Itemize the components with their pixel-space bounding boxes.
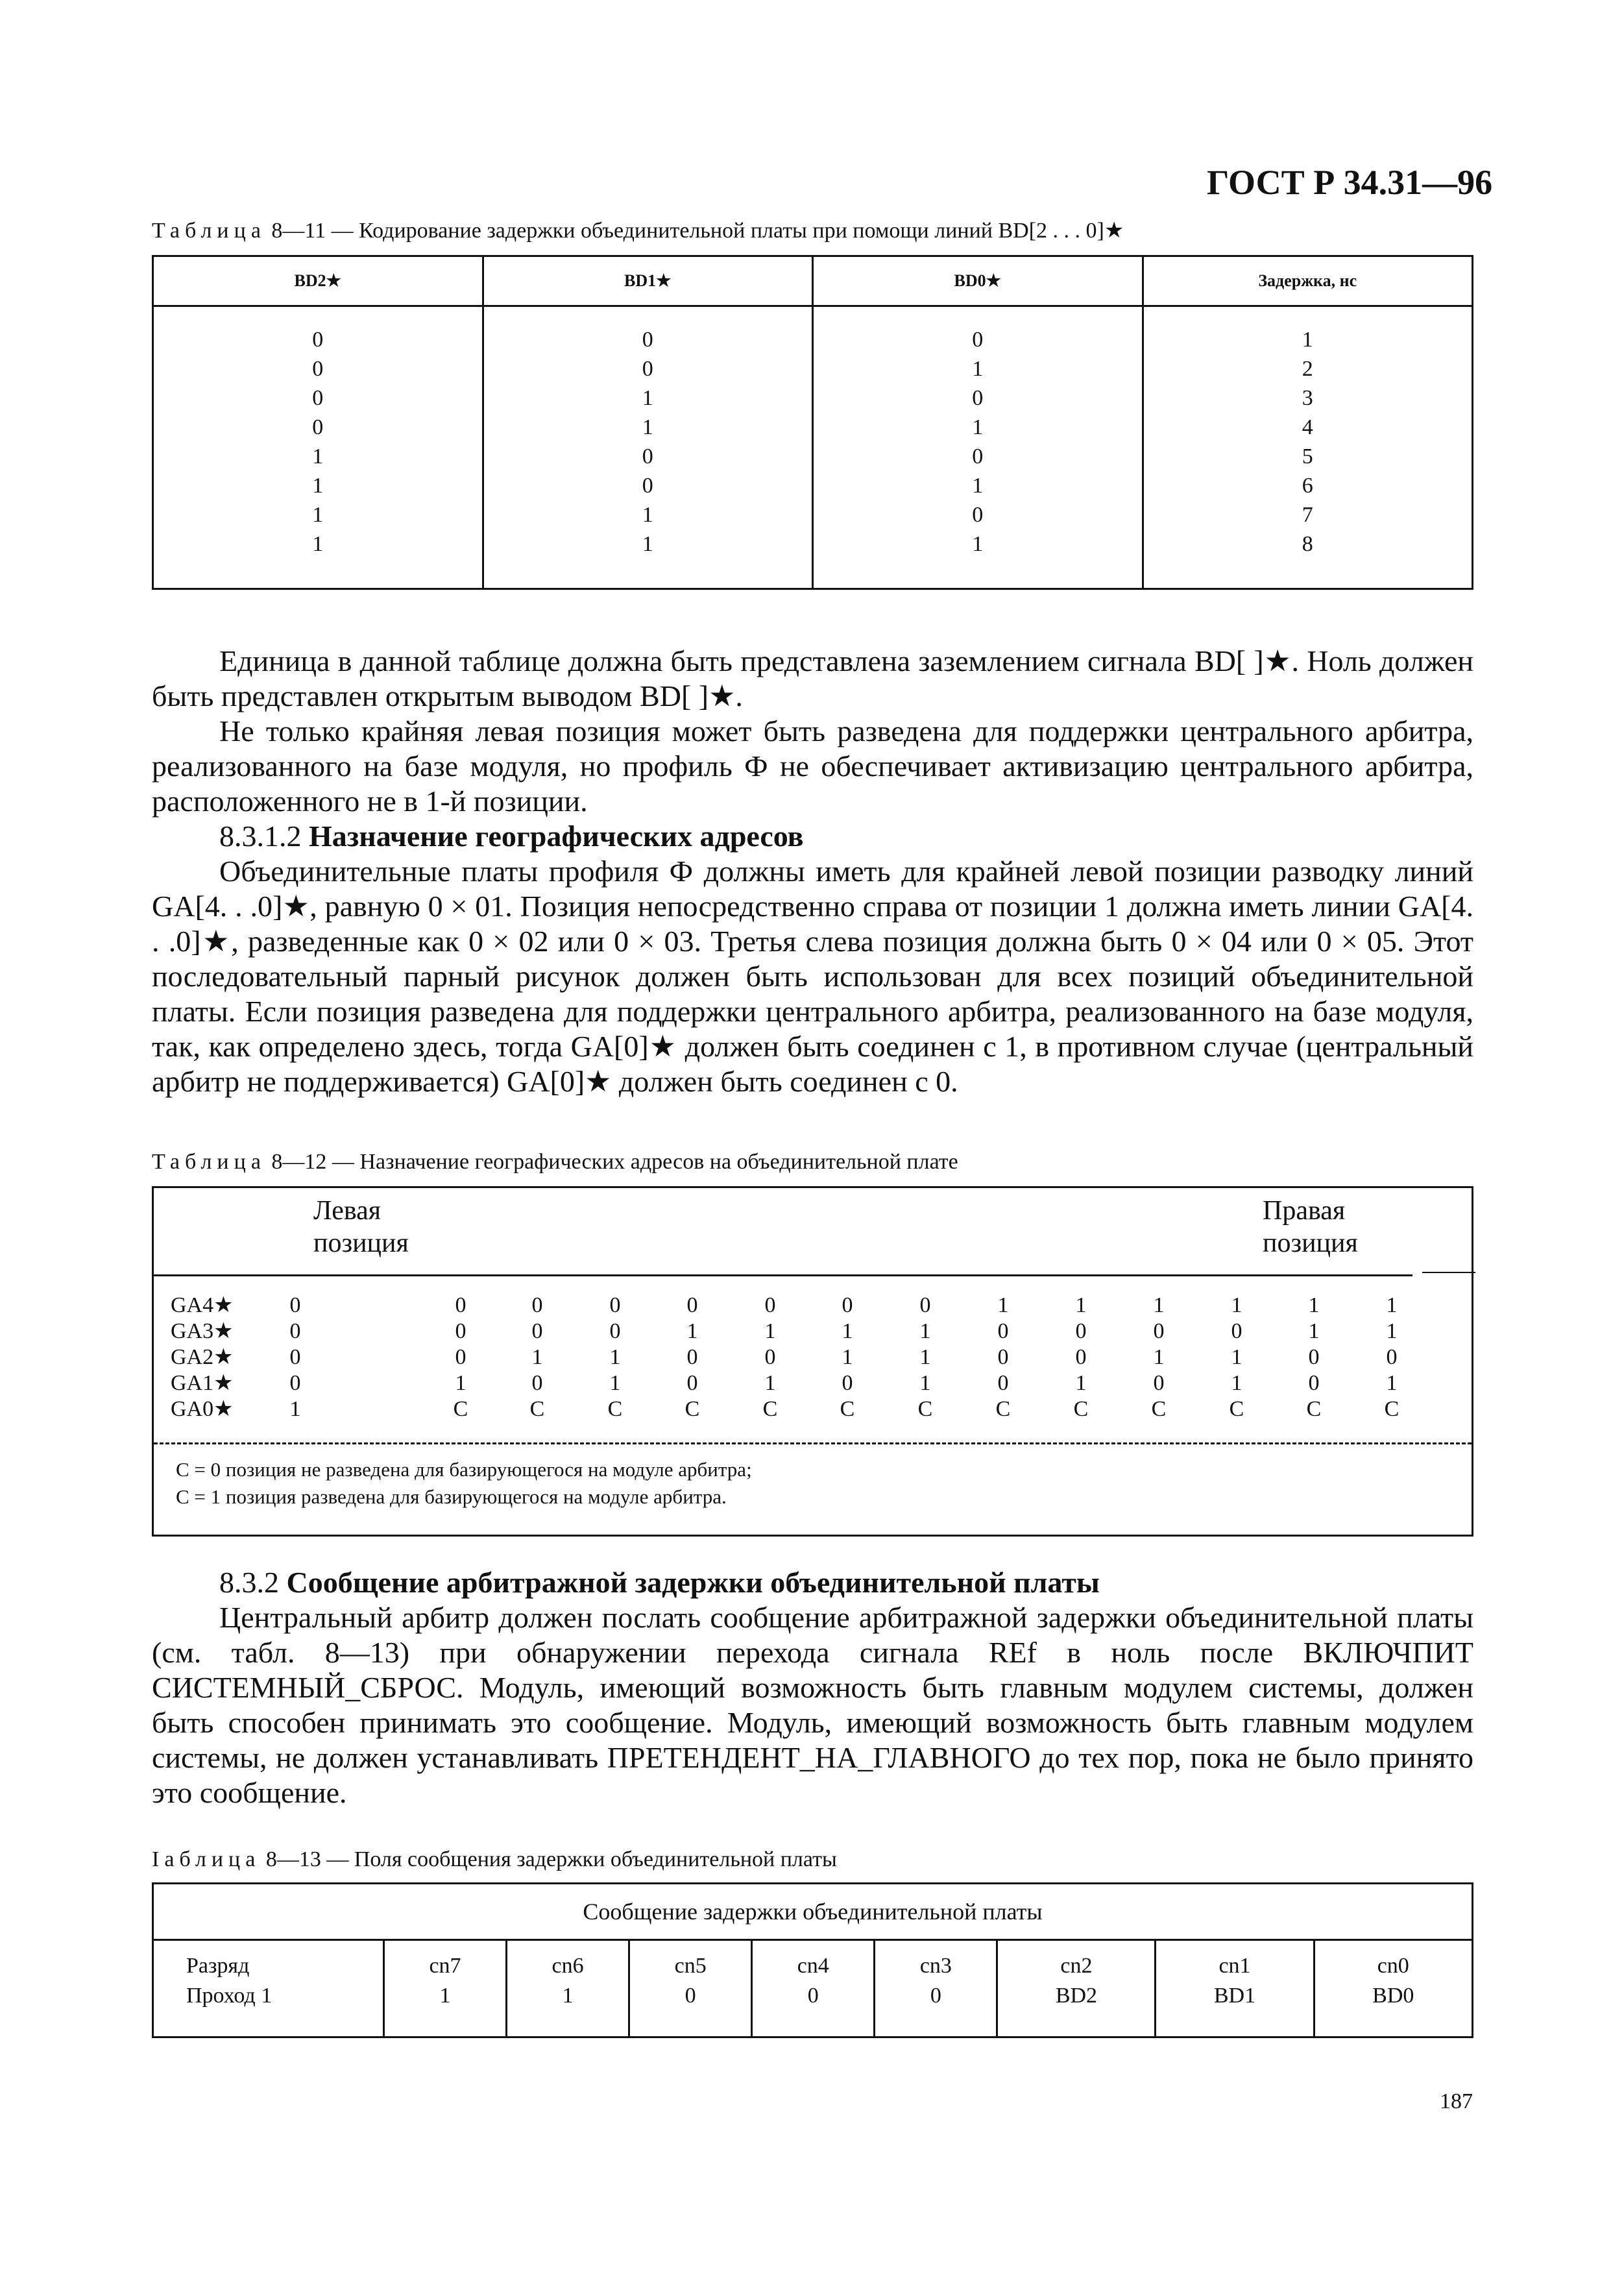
ga-cell: 0	[919, 1293, 931, 1317]
table-cell: 0	[642, 474, 653, 498]
ga-cell: C	[607, 1397, 623, 1421]
ga-cell: 1	[919, 1345, 931, 1369]
ga-cell: 0	[289, 1319, 301, 1343]
ga-cell: 1	[531, 1345, 543, 1369]
bit-name: cn5	[674, 1954, 707, 1978]
table-cell: 0	[312, 328, 324, 352]
header-divider-tail	[1422, 1272, 1475, 1273]
paragraph: Не только крайняя левая позиция может быть разведена для поддержки центрального арбитра, реализованного на базе модуля, но профиль Ф не обеспечивает активизацию центрального арбитра, расположенного не в 1-й позиции.	[152, 714, 1473, 818]
ga-cell: C	[1073, 1397, 1089, 1421]
body-text-2	[152, 1565, 1473, 1810]
bit-cell-cn5	[629, 1940, 752, 2037]
table-header-bd2: BD2★	[153, 256, 483, 306]
bit-name: cn7	[429, 1954, 461, 1978]
table-8-11-caption	[152, 217, 1124, 243]
table-cell: 1	[972, 357, 984, 381]
table-header-bd0: BD0★	[813, 256, 1143, 306]
table-header-delay: Задержка, нс	[1143, 256, 1473, 306]
page-header: ГОСТ Р 34.31—96	[1207, 163, 1493, 202]
ga-cell: C	[917, 1397, 933, 1421]
table-column-bd1	[483, 306, 813, 589]
section-heading	[152, 1565, 1473, 1600]
table-8-12	[152, 1186, 1473, 1537]
ga-cell: 0	[686, 1293, 698, 1317]
ga-cell: C	[453, 1397, 468, 1421]
bit-value: BD2	[1055, 1984, 1098, 2008]
bit-name: cn2	[1060, 1954, 1093, 1978]
caption-text: 8—12 — Назначение географических адресов на объединительной плате	[271, 1150, 958, 1174]
ga-cell: 1	[1386, 1293, 1398, 1317]
ga-cell: C	[840, 1397, 855, 1421]
table-8-11	[152, 255, 1473, 590]
table-cell: 0	[642, 444, 653, 468]
bit-cell-cn3	[875, 1940, 997, 2037]
table-cell: 7	[1302, 503, 1313, 527]
caption-text: 8—11 — Кодирование задержки объединительной платы при помощи линий BD[2 . . . 0]★	[271, 219, 1124, 243]
table-8-13	[152, 1882, 1473, 2038]
ga-cell: 0	[997, 1371, 1009, 1395]
paragraph: Объединительные платы профиля Ф должны иметь для крайней левой позиции разводку линий GA[4. . .0]★, равную 0 × 01. Позиция непосредственно справа от позиции 1 должна иметь линии GA[4. . .0]★, разведенные как 0 × 02 или 0 × 03. Третья слева позиция должна быть 0 × 04 или 0 × 05. Этот последовательный парный рисунок должен быть использован для всех позиций объединительной платы. Если позиция разведена для поддержки центрального арбитра, реализованного на базе модуля, так, как определено здесь, тогда GA[0]★ должен быть соединен с 1, в противном случае (центральный арбитр не поддерживается) GA[0]★ должен быть соединен с 0.	[152, 855, 1473, 1098]
ga-cell: C	[1306, 1397, 1322, 1421]
table-cell: 4	[1302, 415, 1313, 439]
table-cell: 1	[642, 532, 653, 556]
table-cell: 1	[1302, 328, 1313, 352]
row-label-pass: Проход 1	[186, 1984, 273, 2008]
ga-cell: 1	[1231, 1293, 1242, 1317]
paragraph: Центральный арбитр должен послать сообщение арбитражной задержки объединительной платы (см. табл. 8—13) при обнаружении перехода сигнала REf в ноль после ВКЛЮЧПИТ СИСТЕМНЫЙ_СБРОС. Модуль, имеющий возможность быть главным модулем системы, должен быть способен принимать это сообщение. Модуль, имеющий возможность быть главным модулем системы, не должен устанавливать ПРЕТЕНДЕНТ_НА_ГЛАВНОГО до тех пор, пока не было принято это сообщение.	[152, 1601, 1473, 1809]
left-position-line1: Левая	[313, 1196, 382, 1226]
header-divider	[154, 1274, 1412, 1276]
ga-cell: 1	[919, 1319, 931, 1343]
ga-cell: 0	[609, 1293, 621, 1317]
bit-cell-cn4	[752, 1940, 875, 2037]
table-cell: 0	[312, 415, 324, 439]
ga-cell: 1	[919, 1371, 931, 1395]
bit-cell-cn0	[1314, 1940, 1472, 2037]
ga-cell: C	[995, 1397, 1011, 1421]
table-cell: 1	[642, 415, 653, 439]
table-title-cell: Сообщение задержки объединительной платы	[153, 1884, 1473, 1940]
bit-cell-cn7	[383, 1940, 506, 2037]
ga-cell: 1	[455, 1371, 467, 1395]
table-8-12-caption	[152, 1150, 958, 1174]
section-title: Назначение географических адресов	[309, 820, 804, 853]
body-text-1	[152, 644, 1473, 1099]
ga-cell: 0	[997, 1319, 1009, 1343]
table-note-1: C = 0 позиция не разведена для базирующегося на модуле арбитра;	[176, 1458, 752, 1481]
table-cell: 1	[972, 415, 984, 439]
ga-cell: 1	[764, 1319, 776, 1343]
ga-cell: 1	[1075, 1293, 1087, 1317]
table-cell: 0	[642, 357, 653, 381]
ga-cell: C	[529, 1397, 545, 1421]
table-column-delay	[1143, 306, 1473, 589]
bit-value: 1	[439, 1984, 451, 2008]
table-cell: 1	[312, 532, 324, 556]
table-cell: 0	[972, 503, 984, 527]
ga-cell: C	[685, 1397, 700, 1421]
table-cell: 2	[1302, 357, 1313, 381]
ga-cell: 1	[1308, 1293, 1320, 1317]
ga-cell: 1	[1386, 1319, 1398, 1343]
ga-cell: 1	[1075, 1371, 1087, 1395]
ga-cell: 0	[842, 1371, 853, 1395]
bit-value: 1	[562, 1984, 574, 2008]
table-header-bd1: BD1★	[483, 256, 813, 306]
table-note-2: C = 1 позиция разведена для базирующегося на модуле арбитра.	[176, 1485, 727, 1508]
right-position-line1: Правая	[1263, 1196, 1346, 1226]
ga-cell: 1	[1231, 1371, 1242, 1395]
ga-cell: 0	[289, 1345, 301, 1369]
bit-name: cn6	[551, 1954, 584, 1978]
section-title: Сообщение арбитражной задержки объединительной платы	[286, 1566, 1100, 1599]
bit-value: 0	[685, 1984, 696, 2008]
ga-cell: 0	[1075, 1345, 1087, 1369]
table-column-bd0	[813, 306, 1143, 589]
ga-cell: 1	[842, 1319, 853, 1343]
section-heading	[152, 819, 1473, 854]
row-label-cell	[153, 1940, 384, 2037]
ga-row-label: GA3★	[171, 1319, 234, 1343]
section-number: 8.3.1.2	[219, 820, 302, 853]
bit-value: BD0	[1372, 1984, 1414, 2008]
bit-name: cn4	[797, 1954, 829, 1978]
bit-cell-cn6	[507, 1940, 629, 2037]
ga-cell: 1	[1153, 1293, 1165, 1317]
table-cell: 1	[642, 503, 653, 527]
ga-cell: 0	[997, 1345, 1009, 1369]
ga-cell: 1	[764, 1371, 776, 1395]
caption-lead: Таблица	[152, 1150, 266, 1174]
ga-cell: 0	[764, 1293, 776, 1317]
ga-cell: C	[762, 1397, 778, 1421]
table-cell: 1	[972, 532, 984, 556]
bit-name: cn1	[1218, 1954, 1251, 1978]
paragraph: Единица в данной таблице должна быть представлена заземлением сигнала BD[ ]★. Ноль должен быть представлен открытым выводом BD[ ]★.	[152, 644, 1473, 712]
bit-name: cn0	[1377, 1954, 1409, 1978]
ga-cell: 0	[531, 1371, 543, 1395]
table-column-bd2	[153, 306, 483, 589]
ga-cell: 0	[686, 1345, 698, 1369]
ga-cell: 0	[455, 1345, 467, 1369]
bit-cell-cn2	[997, 1940, 1156, 2037]
ga-cell: 0	[1386, 1345, 1398, 1369]
table-cell: 1	[642, 386, 653, 410]
left-position-label	[313, 1195, 409, 1259]
table-cell: 6	[1302, 474, 1313, 498]
bit-cell-cn1	[1156, 1940, 1314, 2037]
ga-cell: 0	[1231, 1319, 1242, 1343]
caption-lead: Іаблица	[152, 1847, 261, 1871]
ga-cell: 1	[609, 1371, 621, 1395]
caption-text: 8—13 — Поля сообщения задержки объединительной платы	[265, 1847, 837, 1871]
ga-cell: 0	[289, 1293, 301, 1317]
bit-value: 0	[807, 1984, 819, 2008]
table-cell: 1	[312, 474, 324, 498]
table-cell: 0	[972, 386, 984, 410]
ga-cell: 0	[1308, 1371, 1320, 1395]
bit-value: 0	[930, 1984, 941, 2008]
ga-row-label: GA0★	[171, 1397, 234, 1421]
ga-cell: 0	[609, 1319, 621, 1343]
ga-cell: 1	[1231, 1345, 1242, 1369]
dashed-divider	[154, 1442, 1472, 1444]
table-cell: 3	[1302, 386, 1313, 410]
ga-cell: 0	[289, 1371, 301, 1395]
ga-cell: 0	[1308, 1345, 1320, 1369]
ga-cell: 0	[531, 1319, 543, 1343]
section-number: 8.3.2	[219, 1566, 279, 1599]
ga-cell: 1	[997, 1293, 1009, 1317]
ga-cell: 1	[609, 1345, 621, 1369]
ga-cell: C	[1229, 1397, 1244, 1421]
table-cell: 1	[972, 474, 984, 498]
table-cell: 1	[312, 444, 324, 468]
ga-cell: 1	[686, 1319, 698, 1343]
ga-row-label: GA4★	[171, 1293, 234, 1317]
ga-row-label: GA1★	[171, 1371, 234, 1395]
ga-cell: 1	[1386, 1371, 1398, 1395]
row-label-bit: Разряд	[186, 1954, 250, 1978]
ga-cell: 1	[842, 1345, 853, 1369]
ga-cell: 0	[531, 1293, 543, 1317]
ga-cell: 0	[1153, 1371, 1165, 1395]
ga-cell: 0	[842, 1293, 853, 1317]
table-8-13-caption	[152, 1847, 837, 1872]
table-cell: 0	[972, 444, 984, 468]
ga-cell: 0	[455, 1293, 467, 1317]
ga-cell: 1	[289, 1397, 301, 1421]
ga-cell: 0	[764, 1345, 776, 1369]
table-cell: 5	[1302, 444, 1313, 468]
table-cell: 0	[312, 357, 324, 381]
bit-value: BD1	[1213, 1984, 1256, 2008]
table-cell: 0	[972, 328, 984, 352]
table-cell: 0	[312, 386, 324, 410]
right-position-label	[1263, 1195, 1358, 1259]
caption-lead: Таблица	[152, 219, 266, 243]
table-cell: 1	[312, 503, 324, 527]
ga-cell: 0	[686, 1371, 698, 1395]
left-position-line2: позиция	[313, 1228, 409, 1258]
ga-row-label: GA2★	[171, 1345, 234, 1369]
ga-cell: C	[1384, 1397, 1400, 1421]
bit-name: cn3	[919, 1954, 952, 1978]
ga-cell: 1	[1153, 1345, 1165, 1369]
ga-cell: 0	[1075, 1319, 1087, 1343]
ga-cell: C	[1151, 1397, 1167, 1421]
ga-cell: 0	[455, 1319, 467, 1343]
ga-cell: 0	[1153, 1319, 1165, 1343]
page-number: 187	[1440, 2089, 1473, 2113]
table-cell: 8	[1302, 532, 1313, 556]
table-cell: 0	[642, 328, 653, 352]
right-position-line2: позиция	[1263, 1228, 1358, 1258]
ga-cell: 1	[1308, 1319, 1320, 1343]
